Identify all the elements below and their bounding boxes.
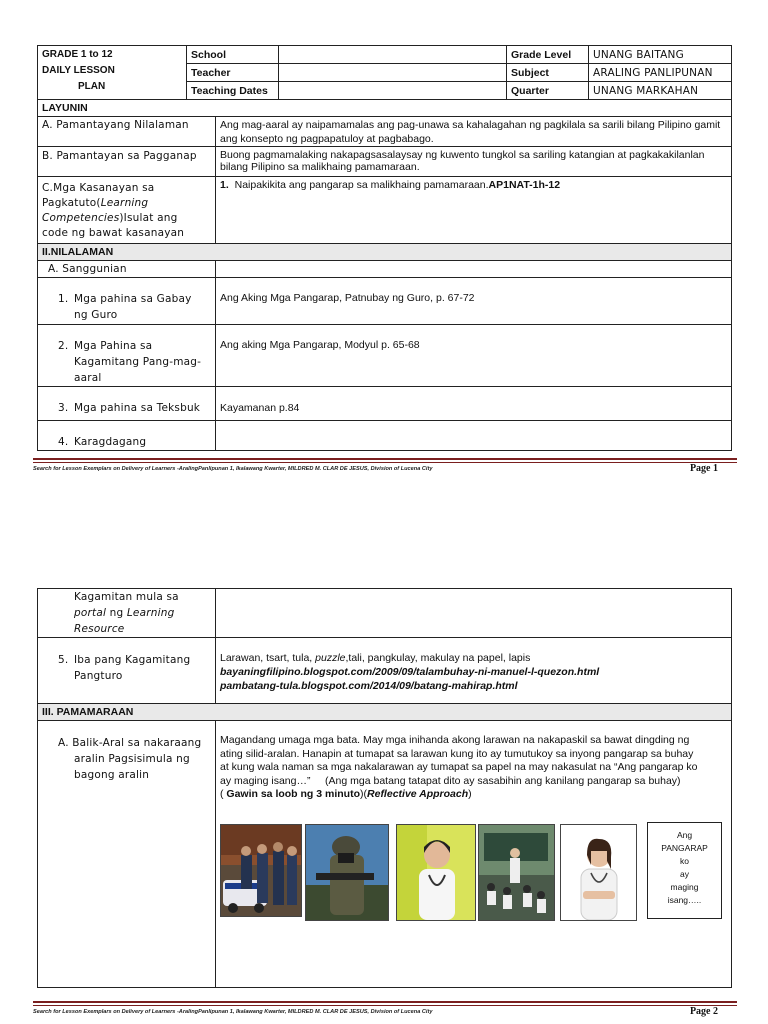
gabay-value: Ang Aking Mga Pangarap, Patnubay ng Guro, p. 67-72 xyxy=(216,278,732,325)
balik-aral-label-line3: bagong aralin xyxy=(74,769,150,781)
time-paren-open: ( xyxy=(220,788,227,801)
portal-label-ng: ng xyxy=(106,607,127,619)
iba-pang-number: 5. xyxy=(58,654,69,666)
iba-pang-label-text1: Iba pang Kagamitang xyxy=(74,654,191,666)
kagamitang-label-line1 xyxy=(58,338,211,354)
kasanayan-label-line4: code ng bawat kasanayan xyxy=(42,227,185,239)
pamantayang-nilalaman-label: A. Pamantayang Nilalaman xyxy=(38,117,216,147)
pangarap-card-line6: isang….. xyxy=(667,895,702,905)
pangarap-card-line5: maging xyxy=(670,882,699,892)
footer-text-page1: Search for Lesson Exemplars on Delivery of Learners -AralingPanlipunan 1, Ikalawang Kwarter, MILDRED M. CLAR DE JESUS, Division of Lucena City xyxy=(33,466,433,472)
time-instruction: Gawin sa loob ng 3 minuto xyxy=(226,788,361,801)
pangarap-card-line2: PANGARAP xyxy=(661,843,708,853)
lesson-body-table-page2 xyxy=(37,588,732,988)
gabay-label xyxy=(38,278,216,325)
page-number-1: Page 1 xyxy=(689,463,718,474)
page-number-2: Page 2 xyxy=(689,1006,718,1017)
pamantayan-sa-pagganap-value: Buong pagmamalaking nakapagsasalaysay ng kuwento tungkol sa sariling katangian at pagkakakilanlan bilang Pilipino sa malikhaing pamamaraan. xyxy=(216,147,732,177)
teacher-value[interactable] xyxy=(279,64,507,82)
portal-learning-resource-label xyxy=(38,589,216,638)
classroom-image xyxy=(478,824,555,921)
portal-label-line1: Kagamitan mula sa xyxy=(74,591,179,603)
balik-aral-text-line5 xyxy=(220,788,727,802)
teksbuk-number: 3. xyxy=(58,402,69,414)
karagdagang-label-text: Karagdagang xyxy=(74,436,147,448)
materials-list-b: ,tali, pangkulay, makulay na papel, lapis xyxy=(345,652,531,664)
kasanayan-label-line2-italic: Learning xyxy=(100,197,149,209)
gabay-number: 1. xyxy=(58,293,69,305)
doctor-image xyxy=(560,824,637,921)
portal-label-line3 xyxy=(74,621,211,637)
kasanayan-label-line2 xyxy=(42,196,211,211)
balik-aral-label-line1: A. Balik-Aral sa nakaraang xyxy=(58,737,202,749)
teacher-label: Teacher xyxy=(187,64,279,82)
dlp-title-line3: PLAN xyxy=(78,81,106,92)
soldier-image xyxy=(305,824,389,921)
materials-list-puzzle: puzzle xyxy=(315,652,346,664)
lesson-body-table-page1 xyxy=(37,99,732,451)
footer-divider-top xyxy=(33,458,737,460)
kagamitang-number: 2. xyxy=(58,340,69,352)
kasanayan-label-line3-italic: Competencies xyxy=(42,212,120,224)
iba-pang-kagamitan-label xyxy=(38,638,216,704)
pamantayang-nilalaman-value: Ang mag-aaral ay naipamamalas ang pag-unawa sa kahalagahan ng pagkilala sa sarili bilang Pilipino gamit ang konsepto ng pagpapatuloy at pagbabago. xyxy=(216,117,732,147)
pangarap-card-line4: ay xyxy=(680,869,689,879)
quarter-value: UNANG MARKAHAN xyxy=(589,82,732,100)
karagdagang-number: 4. xyxy=(58,436,69,448)
teaching-dates-label: Teaching Dates xyxy=(187,82,279,100)
school-value[interactable] xyxy=(279,46,507,64)
dlp-title-cell xyxy=(38,46,187,100)
pangarap-card xyxy=(647,822,722,919)
gabay-label-line2: ng Guro xyxy=(74,309,118,321)
reflective-approach: Reflective Approach xyxy=(367,788,469,801)
teaching-dates-value[interactable] xyxy=(279,82,507,100)
materials-list xyxy=(220,651,727,665)
footer-divider-top-2 xyxy=(33,1001,737,1003)
portal-label-resource-italic: Resource xyxy=(74,623,125,635)
gabay-label-text1: Mga pahina sa Gabay xyxy=(74,293,192,305)
balik-aral-text-line1: Magandang umaga mga bata. May mga inihanda akong larawan na nakapaskil sa bawat dingding ng xyxy=(220,734,690,746)
layunin-heading: LAYUNIN xyxy=(38,100,732,117)
portal-label-line2 xyxy=(74,605,211,621)
kagamitang-value: Ang aking Mga Pangarap, Modyul p. 65-68 xyxy=(216,325,732,387)
kasanayan-value xyxy=(216,177,732,244)
grade-level-value: UNANG BAITANG xyxy=(589,46,732,64)
resource-link-tula[interactable]: pambatang-tula.blogspot.com/2014/09/batang-mahirap.html xyxy=(220,680,518,692)
resource-link-quezon[interactable]: bayaningfilipino.blogspot.com/2009/09/talambuhay-ni-manuel-l-quezon.html xyxy=(220,666,600,678)
sanggunian-label: A. Sanggunian xyxy=(38,261,216,278)
subject-label: Subject xyxy=(507,64,589,82)
nilalaman-heading: II.NILALAMAN xyxy=(38,244,732,261)
pamamaraan-heading: III. PAMAMARAAN xyxy=(38,704,732,721)
time-paren-close: ) xyxy=(468,788,472,801)
subject-value: ARALING PANLIPUNAN xyxy=(589,64,732,82)
school-label: School xyxy=(187,46,279,64)
kasanayan-label-line1: C.Mga Kasanayan sa xyxy=(42,182,155,194)
kagamitang-label-line3: aaral xyxy=(74,372,102,384)
kasanayan-label-line3-b: )Isulat ang xyxy=(119,212,178,224)
quarter-label: Quarter xyxy=(507,82,589,100)
pamantayan-sa-pagganap-label: B. Pamantayan sa Pagganap xyxy=(38,147,216,177)
materials-list-a: Larawan, tsart, tula, xyxy=(220,652,316,664)
kasanayan-label-line3 xyxy=(42,211,211,226)
kagamitang-label-line2: Kagamitang Pang-mag- xyxy=(74,356,202,368)
portal-learning-resource-value xyxy=(216,589,732,638)
iba-pang-label-line1 xyxy=(58,652,211,668)
portal-label-learning-italic: Learning xyxy=(126,607,175,619)
time-paren-mid: )( xyxy=(360,788,368,801)
teksbuk-label xyxy=(38,387,216,421)
footer-divider-bottom xyxy=(33,462,737,463)
kasanayan-label xyxy=(38,177,216,244)
header-table xyxy=(37,45,732,100)
balik-aral-label-line2: aralin Pagsisimula ng xyxy=(74,753,190,765)
balik-aral-label xyxy=(38,721,216,988)
balik-aral-text-line2: ating silid-aralan. Hanapin at tumapat sa larawan kung ito ay tumutukoy sa inyong pangarap sa buhay xyxy=(220,747,694,760)
sanggunian-value xyxy=(216,261,732,278)
footer-divider-bottom-2 xyxy=(33,1005,737,1006)
balik-aral-text-line3: at kung wala naman sa mga nakalarawan ay tumapat sa papel na may nakasulat na “Ang pangarap ko xyxy=(220,761,698,774)
iba-pang-label-line2: Pangturo xyxy=(74,670,123,682)
kasanayan-label-line2-a: Pagkatuto( xyxy=(42,197,101,209)
portal-label-italic: portal xyxy=(74,607,107,619)
police-officers-image xyxy=(220,824,302,917)
teksbuk-value: Kayamanan p.84 xyxy=(216,387,732,421)
footer-text-page2: Search for Lesson Exemplars on Delivery of Learners -AralingPanlipunan 1, Ikalawang Kwarter, MILDRED M. CLAR DE JESUS, Division of Lucena City xyxy=(33,1009,433,1015)
kasanayan-text: Naipakikita ang pangarap sa malikhaing pamamaraan. xyxy=(234,179,489,191)
pangarap-card-line1: Ang xyxy=(676,830,693,840)
balik-aral-text-line4: ay maging isang…” (Ang mga batang tatapat dito ay sasabihin ang kanilang pangarap sa buhay) xyxy=(220,774,681,787)
dlp-title-line2: DAILY LESSON xyxy=(42,65,115,76)
karagdagang-value xyxy=(216,421,732,451)
gabay-label-line1 xyxy=(58,291,211,307)
kasanayan-code: AP1NAT-1h-12 xyxy=(488,179,561,191)
pangarap-card-line3: ko xyxy=(680,856,689,866)
karagdagang-label xyxy=(38,421,216,451)
kagamitang-pang-mag-aaral-label xyxy=(38,325,216,387)
kagamitang-label-text1: Mga Pahina sa xyxy=(74,340,153,352)
nurse-image xyxy=(396,824,476,921)
teksbuk-label-text: Mga pahina sa Teksbuk xyxy=(74,402,201,414)
kasanayan-number: 1. xyxy=(220,179,229,191)
iba-pang-kagamitan-value xyxy=(216,638,732,704)
grade-level-label: Grade Level xyxy=(507,46,589,64)
dlp-title-line1: GRADE 1 to 12 xyxy=(42,49,113,60)
